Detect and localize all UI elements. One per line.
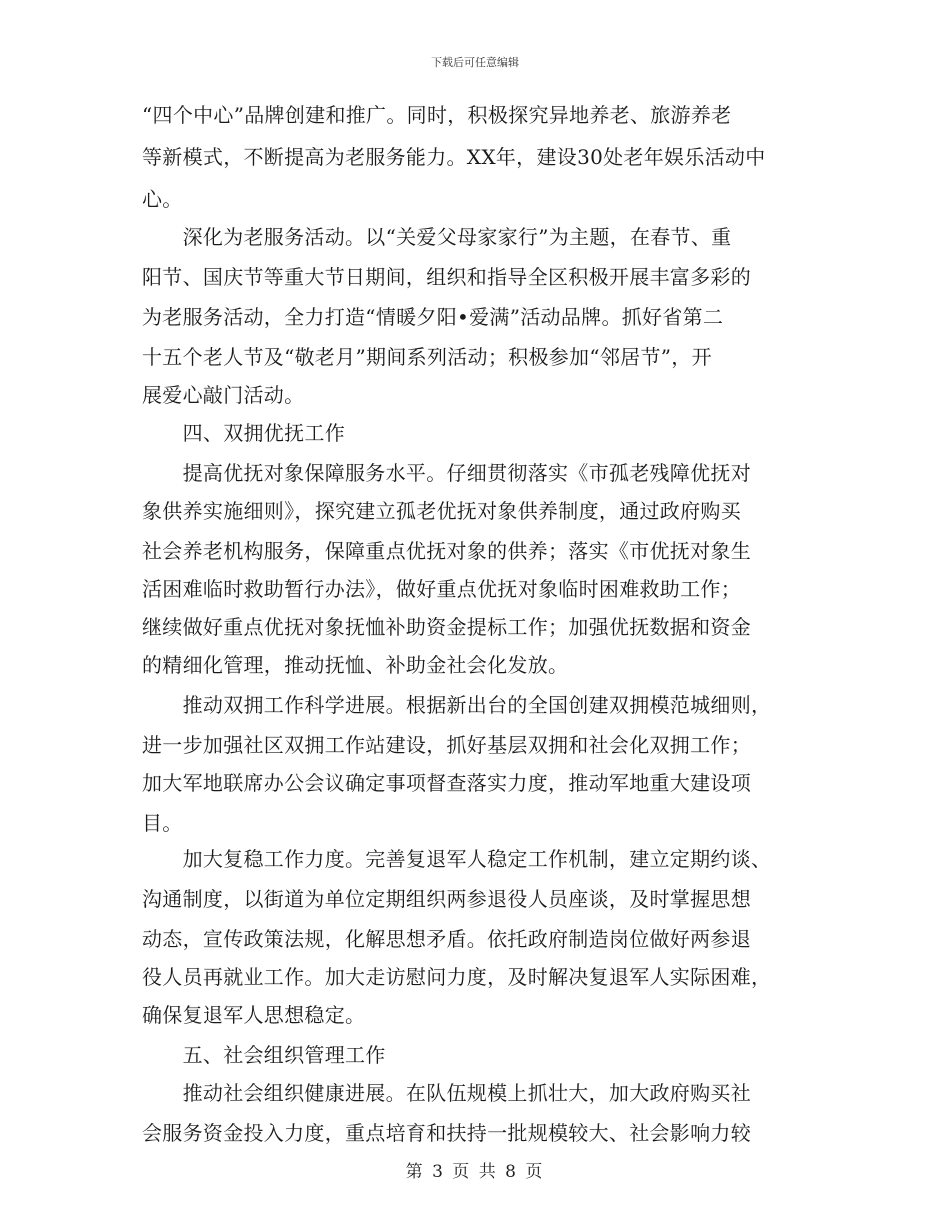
body-line: 加大复稳工作力度。完善复退军人稳定工作机制，建立定期约谈、 [142,847,772,871]
section-heading: 五、社会组织管理工作 [142,1043,386,1067]
body-line: 确保复退军人思想稳定。 [142,1003,366,1027]
body-line: 会服务资金投入力度，重点培育和扶持一批规模较大、社会影响力较 [142,1121,751,1145]
body-line: 推动双拥工作科学进展。根据新出台的全国创建双拥模范城细则， [142,693,772,717]
body-line: 役人员再就业工作。加大走访慰问力度，及时解决复退军人实际困难， [142,965,772,989]
body-line: 推动社会组织健康进展。在队伍规模上抓壮大，加大政府购买社 [142,1081,751,1105]
body-line: 为老服务活动，全力打造“情暖夕阳•爱满”活动品牌。抓好省第二 [142,305,724,329]
body-line: 社会养老机构服务，保障重点优抚对象的供养；落实《市优抚对象生 [142,539,751,563]
body-line: 动态，宣传政策法规，化解思想矛盾。依托政府制造岗位做好两参退 [142,927,751,951]
body-line: 沟通制度，以街道为单位定期组织两参退役人员座谈，及时掌握思想 [142,887,751,911]
body-line: 继续做好重点优抚对象抚恤补助资金提标工作；加强优抚数据和资金 [142,615,751,639]
body-line: 阳节、国庆节等重大节日期间，组织和指导全区积极开展丰富多彩的 [142,265,751,289]
body-line: 深化为老服务活动。以“关爱父母家家行”为主题，在春节、重 [142,225,732,249]
body-line: 等新模式，不断提高为老服务能力。XX年，建设30处老年娱乐活动中 [142,145,766,169]
body-line: 活困难临时救助暂行办法》，做好重点优抚对象临时困难救助工作； [142,577,741,601]
page-number-footer: 第 3 页 共 8 页 [405,1162,545,1182]
body-line: 提高优抚对象保障服务水平。仔细贯彻落实《市孤老残障优抚对 [142,461,751,485]
page-header-note: 下载后可任意编辑 [431,56,519,69]
body-line: 目。 [142,811,183,835]
body-line: 象供养实施细则》，探究建立孤老优抚对象供养制度，通过政府购买 [142,499,741,523]
body-line: 展爱心敲门活动。 [142,383,305,407]
body-line: 进一步加强社区双拥工作站建设，抓好基层双拥和社会化双拥工作； [142,733,751,757]
body-line: “四个中心”品牌创建和推广。同时，积极探究异地养老、旅游养老 [142,103,732,127]
section-heading: 四、双拥优抚工作 [142,421,345,445]
body-line: 加大军地联席办公会议确定事项督查落实力度，推动军地重大建设项 [142,771,751,795]
body-line: 的精细化管理，推动抚恤、补助金社会化发放。 [142,653,569,677]
body-line: 心。 [142,187,183,211]
body-line: 十五个老人节及“敬老月”期间系列活动；积极参加“邻居节”，开 [142,345,712,369]
